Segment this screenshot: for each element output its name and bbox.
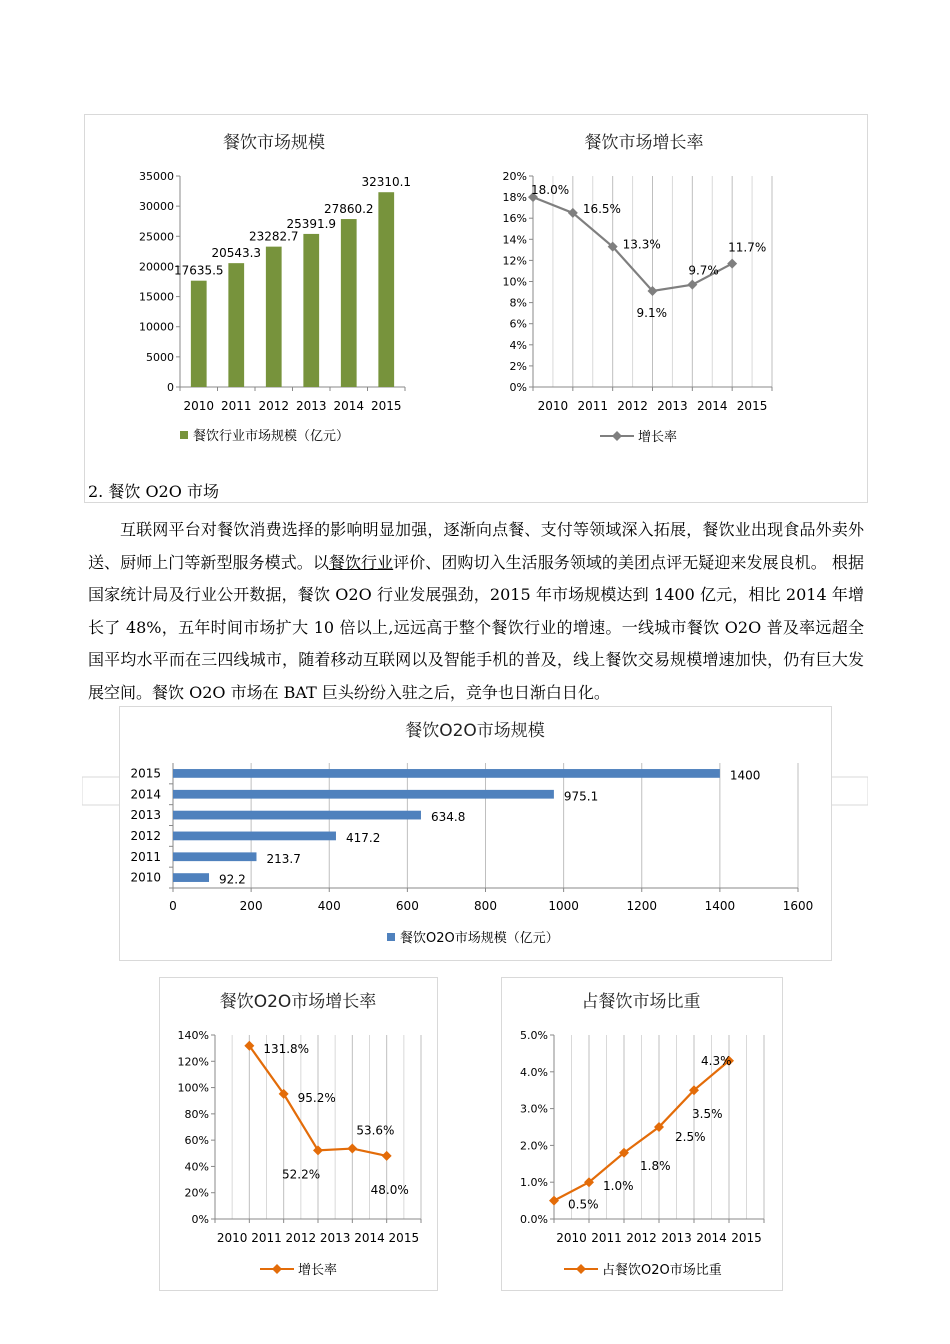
market-size-chart: [118, 120, 430, 460]
data-label: 1.0%: [603, 1179, 634, 1194]
x-tick-label: 800: [474, 899, 497, 913]
chart-title: 占餐饮市场比重: [581, 992, 701, 1012]
x-tick-label: 2011: [251, 1231, 282, 1245]
x-tick-label: 2013: [319, 1231, 351, 1245]
x-tick-label: 2011: [577, 399, 609, 413]
x-tick-label: 0: [169, 899, 177, 913]
data-label: 18.0%: [531, 183, 570, 198]
x-tick-label: 2014: [354, 1231, 385, 1245]
y-tick-label: 2012: [130, 828, 161, 843]
y-tick-label: 0.0%: [520, 1213, 548, 1226]
bar: [341, 219, 357, 387]
data-label: 2.5%: [675, 1130, 706, 1144]
data-label: 95.2%: [297, 1090, 336, 1105]
y-tick-label: 100%: [177, 1081, 209, 1095]
y-tick-label: 2015: [130, 766, 161, 781]
legend-label: 增长率: [638, 430, 678, 445]
data-label: 0.5%: [568, 1197, 599, 1212]
y-tick-label: 60%: [184, 1134, 209, 1148]
bar: [228, 263, 244, 387]
x-tick-label: 2015: [370, 399, 402, 413]
y-tick-label: 15000: [139, 290, 174, 304]
x-tick-label: 2015: [736, 399, 768, 413]
legend-label: 增长率: [298, 1263, 338, 1278]
legend-swatch: [180, 431, 188, 439]
x-tick-label: 2010: [537, 399, 569, 413]
o2o-size-chart: [120, 707, 828, 957]
y-tick-label: 0%: [509, 381, 527, 394]
y-tick-label: 4.0%: [520, 1065, 548, 1079]
y-tick-label: 35000: [139, 170, 174, 183]
data-label: 1.8%: [640, 1158, 671, 1173]
bar: [173, 852, 256, 861]
chart-title: 餐饮市场增长率: [584, 133, 704, 153]
bar: [173, 873, 209, 882]
x-tick-label: 2012: [617, 399, 648, 413]
data-label: 32310.1: [361, 175, 412, 190]
legend-label: 占餐饮O2O市场比重: [602, 1263, 722, 1278]
paragraph-text-2: 评价、团购切入生活服务领域的美团点评无疑迎来发展良机。 根据国家统计局及行业公开数据，餐饮 O2O 行业发展强劲，2015 年市场规模达到 1400 亿元，相比 2014 年增长了 48%，五年时间市场扩大 10 倍以上,远远高于整个餐饮行业的增速。一线城市餐饮 O2O 普及率远超全国平均水平而在三四线城市，随着移动互联网以及智能手机的普及，线上餐饮交易规模增速加快，仍有巨大发展空间。餐饮 O2O 市场在 BAT 巨头纷纷入驻之后，竞争也日渐白日化。: [88, 552, 864, 702]
x-tick-label: 2015: [731, 1231, 762, 1245]
y-tick-label: 80%: [184, 1107, 209, 1121]
data-label: 23282.7: [248, 229, 299, 244]
data-label: 1400: [729, 768, 761, 783]
y-tick-label: 2014: [130, 787, 161, 802]
x-tick-label: 1600: [782, 899, 814, 913]
data-label: 20543.3: [211, 246, 262, 261]
bar: [266, 247, 282, 387]
chart-title: 餐饮O2O市场规模: [405, 721, 545, 741]
y-tick-label: 14%: [502, 233, 527, 247]
y-tick-label: 20000: [139, 260, 174, 274]
x-tick-label: 1000: [548, 899, 579, 913]
legend-marker: [612, 431, 622, 441]
legend-marker: [576, 1264, 586, 1274]
data-label: 92.2: [219, 872, 246, 887]
bar: [191, 281, 207, 387]
data-point: [347, 1144, 357, 1154]
data-label: 13.3%: [622, 237, 661, 252]
bar: [378, 192, 394, 387]
y-tick-label: 2013: [130, 808, 161, 823]
x-tick-label: 1200: [626, 899, 658, 913]
link-catering-industry[interactable]: 餐饮行业: [328, 552, 394, 572]
data-label: 213.7: [266, 851, 301, 866]
legend-label: 餐饮行业市场规模（亿元）: [193, 429, 350, 444]
y-tick-label: 20%: [502, 170, 527, 183]
x-tick-label: 2012: [626, 1231, 657, 1245]
x-tick-label: 2013: [295, 399, 327, 413]
x-tick-label: 2010: [556, 1231, 587, 1245]
data-point: [313, 1145, 323, 1155]
y-tick-label: 10000: [139, 320, 174, 334]
bar: [303, 234, 319, 387]
x-tick-label: 2014: [333, 399, 365, 413]
y-tick-label: 5000: [146, 350, 174, 364]
y-tick-label: 3.0%: [520, 1102, 548, 1116]
x-tick-label: 2010: [183, 399, 215, 413]
y-tick-label: 20%: [184, 1186, 209, 1200]
y-tick-label: 4%: [509, 338, 527, 352]
o2o-growth-chart: [160, 978, 436, 1288]
y-tick-label: 0: [167, 381, 174, 394]
x-tick-label: 400: [317, 899, 341, 913]
x-tick-label: 2010: [216, 1231, 248, 1245]
y-tick-label: 25000: [139, 230, 174, 244]
y-tick-label: 2.0%: [520, 1139, 548, 1153]
data-label: 16.5%: [582, 201, 621, 216]
data-label: 53.6%: [356, 1123, 395, 1138]
y-tick-label: 18%: [502, 191, 527, 205]
y-tick-label: 40%: [184, 1160, 209, 1174]
x-tick-label: 2012: [285, 1231, 317, 1245]
x-tick-label: 2011: [591, 1231, 622, 1245]
x-tick-label: 2014: [696, 399, 728, 413]
data-label: 17635.5: [173, 263, 224, 278]
data-point: [549, 1196, 559, 1206]
y-tick-label: 16%: [502, 212, 527, 226]
bar: [173, 832, 336, 841]
bar: [173, 769, 720, 778]
data-label: 25391.9: [286, 216, 337, 231]
y-tick-label: 0%: [191, 1213, 209, 1226]
data-label: 27860.2: [323, 202, 374, 217]
data-label: 417.2: [345, 830, 381, 845]
x-tick-label: 2014: [696, 1231, 727, 1245]
data-label: 975.1: [563, 789, 599, 804]
data-label: 11.7%: [728, 240, 767, 255]
data-label: 3.5%: [692, 1107, 723, 1122]
y-tick-label: 10%: [502, 275, 527, 289]
x-tick-label: 2011: [220, 399, 252, 413]
y-tick-label: 5.0%: [520, 1029, 548, 1042]
data-point: [687, 280, 697, 290]
chart-title: 餐饮O2O市场增长率: [219, 992, 377, 1012]
y-tick-label: 2010: [130, 870, 161, 885]
body-paragraph: [88, 514, 864, 709]
data-label: 48.0%: [370, 1182, 409, 1197]
paragraph-text-1: 互联网平台对餐饮消费选择的影响明显加强，逐渐向点餐、支付等领域深入拓展，餐饮业出现食品外卖外送、厨师上门等新型服务模式。以: [88, 520, 864, 572]
data-point: [727, 259, 737, 269]
growth-rate-chart: [488, 120, 800, 460]
data-label: 4.3%: [701, 1053, 732, 1068]
y-tick-label: 140%: [177, 1029, 209, 1042]
y-tick-label: 2%: [509, 359, 527, 373]
x-tick-label: 2013: [661, 1231, 692, 1245]
bar: [173, 790, 554, 799]
legend-marker: [272, 1264, 282, 1274]
data-label: 131.8%: [263, 1041, 310, 1056]
legend-swatch: [387, 933, 395, 941]
y-tick-label: 2011: [130, 849, 161, 864]
section-heading: 2. 餐饮 O2O 市场: [88, 482, 219, 501]
data-label: 9.1%: [636, 305, 667, 320]
legend-label: 餐饮O2O市场规模（亿元）: [400, 931, 559, 946]
data-label: 52.2%: [282, 1167, 321, 1182]
y-tick-label: 12%: [502, 254, 527, 268]
y-tick-label: 30000: [139, 200, 174, 214]
data-point: [382, 1151, 392, 1161]
data-label: 9.7%: [688, 263, 719, 278]
x-tick-label: 2013: [657, 399, 688, 413]
bar: [173, 811, 421, 820]
y-tick-label: 8%: [509, 296, 527, 310]
x-tick-label: 2012: [258, 399, 290, 413]
chart-title: 餐饮市场规模: [223, 133, 325, 153]
x-tick-label: 1400: [704, 899, 736, 913]
x-tick-label: 200: [239, 899, 263, 913]
x-tick-label: 2015: [388, 1231, 420, 1245]
y-tick-label: 120%: [177, 1055, 209, 1069]
y-tick-label: 6%: [509, 317, 527, 331]
y-tick-label: 1.0%: [520, 1176, 548, 1190]
o2o-share-chart: [502, 978, 780, 1288]
data-label: 634.8: [430, 810, 466, 825]
x-tick-label: 600: [395, 899, 419, 913]
